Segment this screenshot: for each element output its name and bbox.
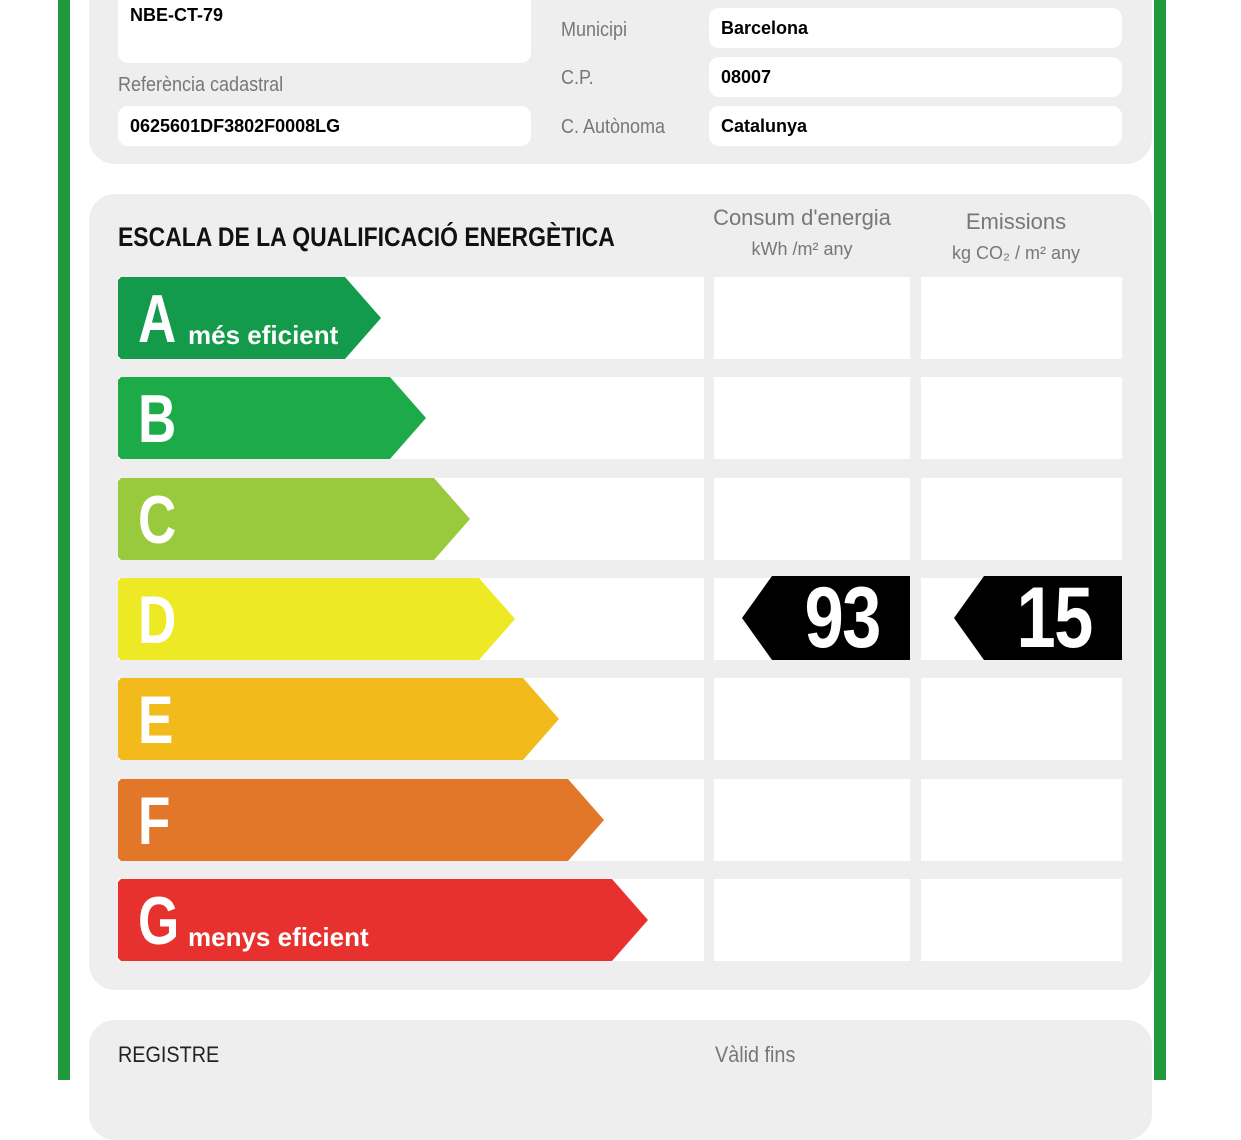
referencia-value: 0625601DF3802F0008LG: [130, 116, 341, 136]
energy-class-c-arrow: [118, 478, 470, 560]
registry-panel: [89, 1020, 1152, 1140]
energy-class-f-arrow: [118, 779, 604, 861]
cp-field: [709, 57, 1122, 97]
energy-class-e-arrow: [118, 678, 559, 760]
energy-class-letter: E: [138, 682, 174, 758]
energy-class-letter: D: [138, 582, 177, 658]
emissions-header: [920, 209, 1112, 264]
consum-cell: [714, 277, 910, 359]
valid-fins-label: Vàlid fins: [715, 1042, 796, 1067]
consum-cell: [714, 678, 910, 760]
arrow-fill: [118, 779, 604, 861]
referencia-field: [118, 106, 531, 146]
arrow-fill: [118, 678, 559, 760]
arrow-shape: [118, 578, 515, 660]
arrow-shape: [118, 779, 604, 861]
emissions-rating-value-box: [954, 570, 1122, 666]
energy-class-a-arrow: [118, 277, 381, 359]
consum-title: Consum d'energia: [713, 205, 891, 230]
consum-cell: [714, 779, 910, 861]
emissions-rating-value: 15: [1016, 570, 1092, 666]
energy-class-letter: F: [138, 783, 171, 859]
emissions-cell: [921, 478, 1122, 560]
energy-class-label: més eficient: [188, 320, 339, 350]
emissions-cell: [921, 277, 1122, 359]
cp-label: C.P.: [561, 67, 594, 89]
energy-class-letter: G: [138, 883, 180, 959]
autonoma-field: [709, 106, 1122, 146]
emissions-cell: [921, 879, 1122, 961]
energy-class-letter: B: [138, 381, 177, 457]
autonoma-label: C. Autònoma: [561, 116, 666, 138]
emissions-title: Emissions: [965, 209, 1067, 234]
emissions-cell: [921, 377, 1122, 459]
municipi-field: [709, 8, 1122, 48]
referencia-label: Referència cadastral: [118, 74, 284, 96]
consum-cell: [714, 478, 910, 560]
energy-class-g-arrow: [118, 879, 648, 961]
municipi-label: Municipi: [561, 19, 628, 41]
consum-rating-value-box: [742, 570, 910, 666]
autonoma-value: Catalunya: [721, 116, 808, 136]
energy-class-b-arrow: [118, 377, 426, 459]
energy-class-letter: A: [138, 281, 177, 357]
consum-cell: [714, 879, 910, 961]
consum-rating-value: 93: [804, 570, 880, 666]
energy-class-letter: C: [138, 482, 177, 558]
consum-cell: [714, 377, 910, 459]
emissions-cell: [921, 678, 1122, 760]
arrow-fill: [118, 578, 515, 660]
scale-title: ESCALA DE LA QUALIFICACIÓ ENERGÈTICA: [118, 222, 615, 252]
normativa-value: NBE-CT-79: [130, 5, 224, 25]
emissions-unit: kg CO₂ / m² any: [951, 243, 1080, 263]
consum-header: [712, 205, 892, 260]
registre-label: REGISTRE: [118, 1042, 220, 1067]
arrow-shape: [118, 678, 559, 760]
energy-class-label: menys eficient: [188, 922, 369, 952]
municipi-value: Barcelona: [721, 18, 809, 38]
energy-class-d-arrow: [118, 578, 515, 660]
cp-value: 08007: [721, 67, 772, 87]
normativa-field: [118, 0, 531, 63]
consum-unit: kWh /m² any: [751, 239, 853, 259]
emissions-cell: [921, 779, 1122, 861]
